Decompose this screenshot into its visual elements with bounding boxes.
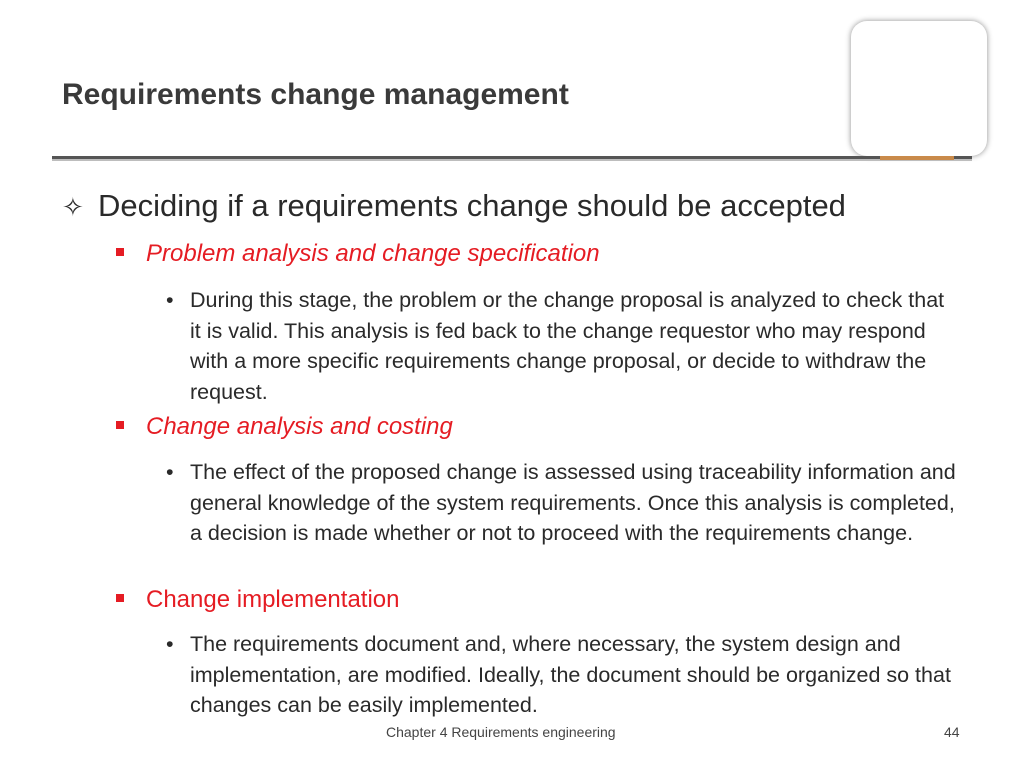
level1-bullet (62, 188, 846, 224)
square-bullet-icon (116, 248, 124, 256)
section-bullet-change-implementation (166, 629, 956, 721)
square-bullet-icon (116, 594, 124, 602)
section-heading-text: Problem analysis and change specification (146, 240, 600, 267)
round-bullet-icon: • (166, 288, 174, 312)
title-rule-shadow (52, 159, 972, 161)
page-number: 44 (944, 724, 960, 740)
star-bullet-icon: ✧ (62, 192, 84, 222)
bullet-text: During this stage, the problem or the change proposal is analyzed to check that it is valid. This analysis is fed back to the change requestor who may respond with a more specific requirements change proposal, or decide to withdraw the request. (190, 288, 945, 404)
slide-title: Requirements change management (62, 78, 569, 111)
round-bullet-icon: • (166, 460, 174, 484)
round-bullet-icon: • (166, 632, 174, 656)
bullet-text: The requirements document and, where necessary, the system design and implementation, are modified. Ideally, the document should be organized so that changes can be easily implemented. (190, 632, 951, 717)
section-heading-change-implementation (116, 586, 400, 614)
section-bullet-change-analysis (166, 457, 956, 549)
level1-text: Deciding if a requirements change should be accepted (98, 188, 846, 223)
section-bullet-problem-analysis (166, 285, 956, 407)
section-heading-text: Change analysis and costing (146, 413, 453, 440)
square-bullet-icon (116, 421, 124, 429)
footer-text: Chapter 4 Requirements engineering (386, 724, 616, 740)
logo-box (851, 21, 987, 156)
section-heading-text: Change implementation (146, 586, 400, 613)
bullet-text: The effect of the proposed change is assessed using traceability information and general knowledge of the system requirements. Once this analysis is completed, a decision is made whether or not to proceed with the requirements change. (190, 460, 956, 545)
section-heading-problem-analysis (116, 240, 600, 268)
section-heading-change-analysis (116, 413, 453, 441)
logo-accent-bar (880, 156, 954, 160)
